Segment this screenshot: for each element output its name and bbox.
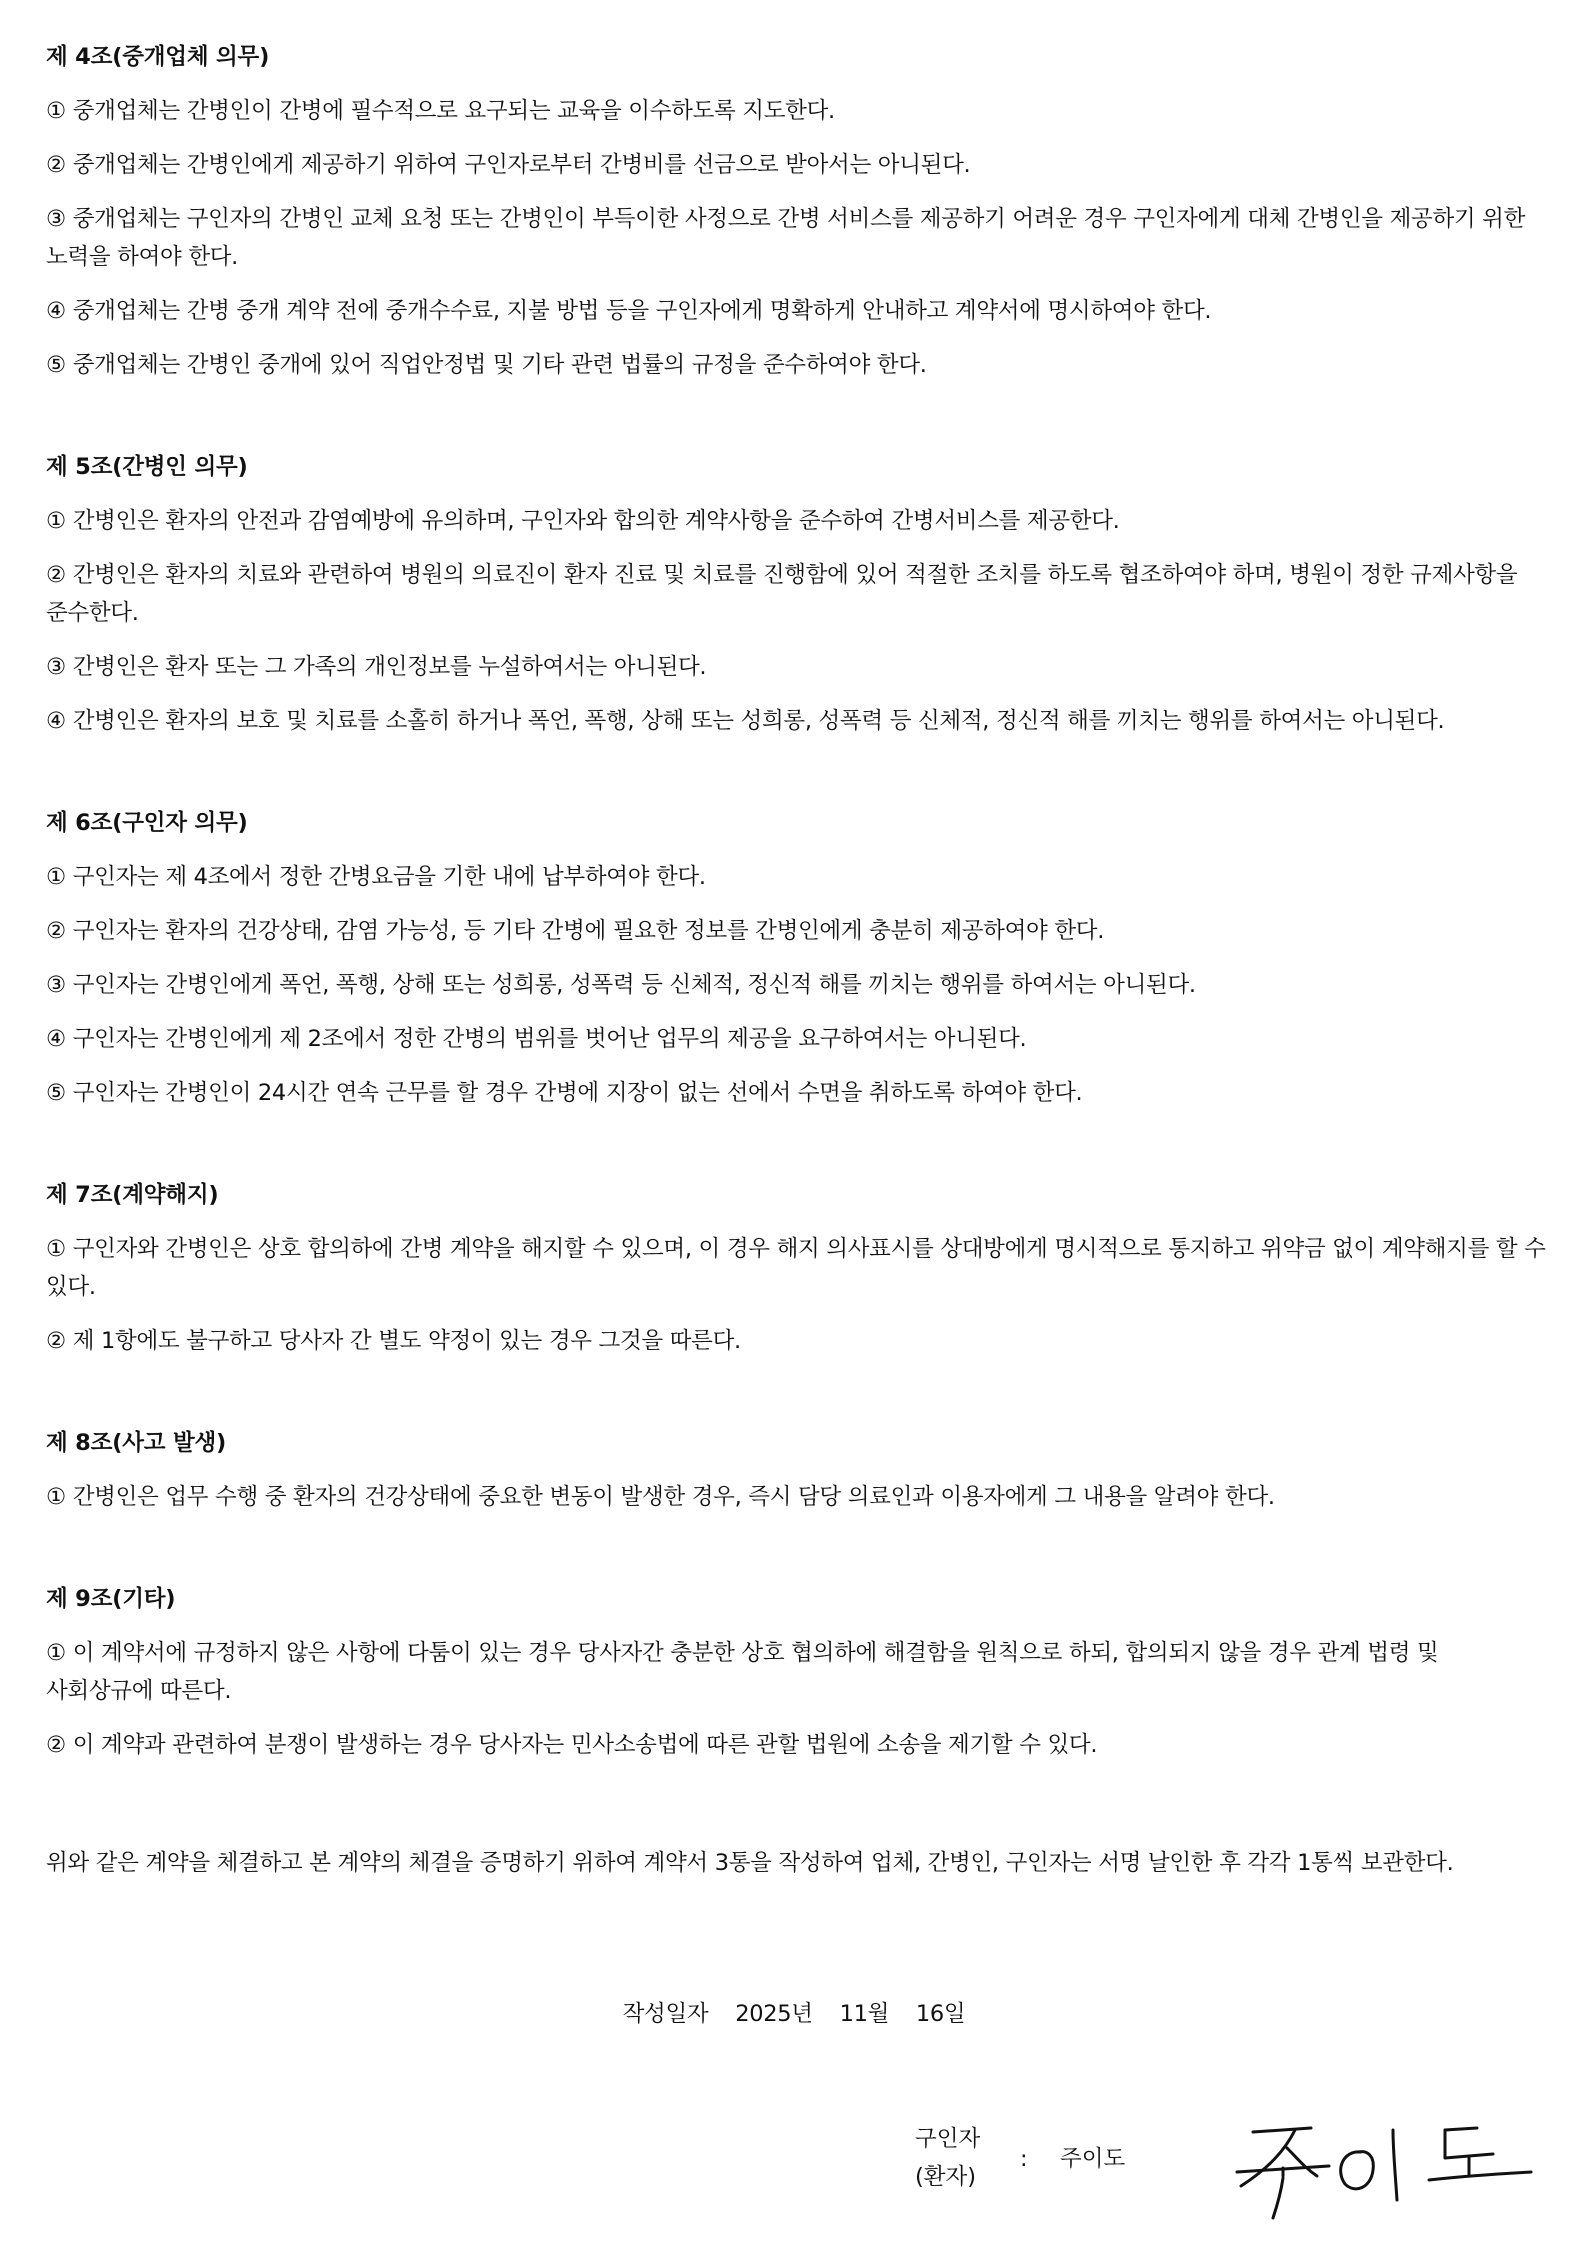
- closing-statement: 위와 같은 계약을 체결하고 본 계약의 체결을 증명하기 위하여 계약서 3통을 작성하여 업체, 간병인, 구인자는 서명 날인한 후 각각 1통씩 보관한다.: [46, 1850, 1454, 1876]
- clause: ② 이 계약과 관련하여 분쟁이 발생하는 경우 당사자는 민사소송법에 따른 관할 법원에 소송을 제기할 수 있다.: [46, 1732, 1098, 1758]
- clause: ② 제 1항에도 불구하고 당사자 간 별도 약정이 있는 경우 그것을 따른다.: [46, 1328, 741, 1354]
- article-5: [46, 448, 1546, 740]
- article-title: 제 8조(사고 발생): [46, 1430, 227, 1456]
- article-title: 제 7조(계약해지): [46, 1182, 219, 1208]
- signer-role-line2: (환자): [915, 2164, 977, 2190]
- clause: ① 중개업체는 간병인이 간병에 필수적으로 요구되는 교육을 이수하도록 지도한다.: [46, 98, 835, 124]
- date-day: 16일: [915, 2001, 966, 2027]
- clause: ① 간병인은 환자의 안전과 감염예방에 유의하며, 구인자와 합의한 계약사항을 준수하여 간병서비스를 제공한다.: [46, 508, 1120, 534]
- article-title: 제 5조(간병인 의무): [46, 454, 248, 480]
- date-year: 2025년: [735, 2001, 813, 2027]
- article-title: 제 6조(구인자 의무): [46, 810, 248, 836]
- document-date: [0, 1995, 1588, 2033]
- clause: ③ 간병인은 환자 또는 그 가족의 개인정보를 누설하여서는 아니된다.: [46, 654, 707, 680]
- article-8: [46, 1424, 1546, 1516]
- clause: ① 이 계약서에 규정하지 않은 사항에 다툼이 있는 경우 당사자간 충분한 상호 협의하에 해결함을 원칙으로 하되, 합의되지 않을 경우 관계 법령 및 사회상규에 따른다.: [46, 1640, 1439, 1704]
- signer-block: [915, 2120, 1535, 2230]
- article-6: [46, 804, 1546, 1112]
- clause: ⑤ 중개업체는 간병인 중개에 있어 직업안정법 및 기타 관련 법률의 규정을 준수하여야 한다.: [46, 352, 927, 378]
- clause: ① 구인자는 제 4조에서 정한 간병요금을 기한 내에 납부하여야 한다.: [46, 864, 706, 890]
- signer-colon: :: [1020, 2146, 1028, 2172]
- signer-role: [915, 2120, 980, 2196]
- handwritten-signature: [1233, 2110, 1533, 2220]
- article-title: 제 4조(중개업체 의무): [46, 44, 270, 70]
- signer-name: 주이도: [1060, 2146, 1126, 2172]
- article-9: [46, 1580, 1546, 1764]
- clause: ③ 구인자는 간병인에게 폭언, 폭행, 상해 또는 성희롱, 성폭력 등 신체적, 정신적 해를 끼치는 행위를 하여서는 아니된다.: [46, 972, 1196, 998]
- article-7: [46, 1176, 1546, 1360]
- clause: ④ 간병인은 환자의 보호 및 치료를 소홀히 하거나 폭언, 폭행, 상해 또는 성희롱, 성폭력 등 신체적, 정신적 해를 끼치는 행위를 하여서는 아니된다.: [46, 708, 1445, 734]
- article-title: 제 9조(기타): [46, 1586, 176, 1612]
- clause: ② 간병인은 환자의 치료와 관련하여 병원의 의료진이 환자 진료 및 치료를 진행함에 있어 적절한 조치를 하도록 협조하여야 하며, 병원이 정한 규제사항을 준수한다.: [46, 562, 1518, 626]
- article-4: [46, 38, 1546, 384]
- clause: ① 간병인은 업무 수행 중 환자의 건강상태에 중요한 변동이 발생한 경우, 즉시 담당 의료인과 이용자에게 그 내용을 알려야 한다.: [46, 1484, 1275, 1510]
- date-month: 11월: [839, 2001, 890, 2027]
- clause: ④ 구인자는 간병인에게 제 2조에서 정한 간병의 범위를 벗어난 업무의 제공을 요구하여서는 아니된다.: [46, 1026, 1027, 1052]
- clause: ④ 중개업체는 간병 중개 계약 전에 중개수수료, 지불 방법 등을 구인자에게 명확하게 안내하고 계약서에 명시하여야 한다.: [46, 298, 1212, 324]
- clause: ② 중개업체는 간병인에게 제공하기 위하여 구인자로부터 간병비를 선금으로 받아서는 아니된다.: [46, 152, 971, 178]
- clause: ① 구인자와 간병인은 상호 합의하에 간병 계약을 해지할 수 있으며, 이 경우 해지 의사표시를 상대방에게 명시적으로 통지하고 위약금 없이 계약해지를 할 수 있다.: [46, 1236, 1546, 1300]
- clause: ② 구인자는 환자의 건강상태, 감염 가능성, 등 기타 간병에 필요한 정보를 간병인에게 충분히 제공하여야 한다.: [46, 918, 1105, 944]
- clause: ⑤ 구인자는 간병인이 24시간 연속 근무를 할 경우 간병에 지장이 없는 선에서 수면을 취하도록 하여야 한다.: [46, 1080, 1083, 1106]
- contract-document: [46, 38, 1546, 1882]
- clause: ③ 중개업체는 구인자의 간병인 교체 요청 또는 간병인이 부득이한 사정으로 간병 서비스를 제공하기 어려운 경우 구인자에게 대체 간병인을 제공하기 위한 노력을 하여야 한다.: [46, 206, 1526, 270]
- date-label: 작성일자: [622, 2001, 709, 2027]
- signer-role-line1: 구인자: [915, 2126, 981, 2152]
